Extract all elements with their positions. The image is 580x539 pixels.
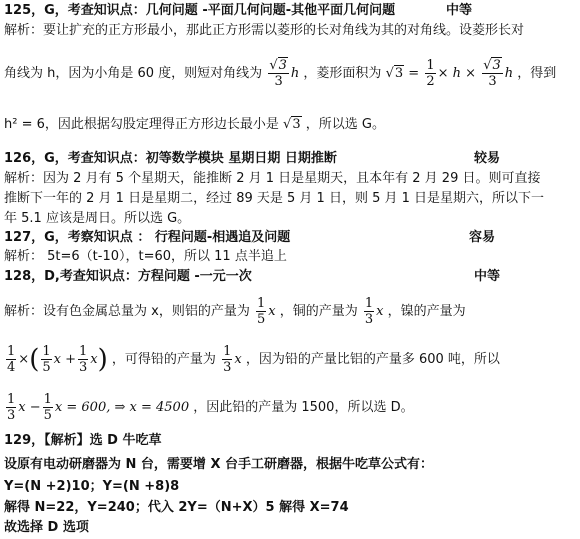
q125-area-formula: √3 =	[385, 66, 420, 81]
q128-copper-fraction: $\frac{1}{3}$	[364, 296, 374, 327]
q125-line-2: 角线为 h，因为小角是 60 度，则短对角线为 $\frac{√3}{3}$ h ，菱形面积为 √3 = $\frac{1}{2}$ × h × $\frac{√3}{3}$ h ，得到	[4, 58, 557, 89]
q125-header	[4, 2, 576, 20]
q128-line-1: 解析：设有色金属总量为 x，则铝的产量为 $\frac{1}{5}$ x ，铜的产量为 $\frac{1}{3}$ x ，镍的产量为	[4, 296, 466, 327]
q128-difficulty: 中等	[474, 269, 501, 284]
q129-line-4: 故选择 D 选项	[4, 520, 89, 535]
q125-difficulty: 中等	[446, 3, 473, 18]
q125-line-3: h² = 6，因此根据勾股定理得正方形边长最小是 √3 ，所以选 G。	[4, 117, 385, 132]
q126-difficulty: 较易	[474, 151, 501, 166]
q129-line-2: Y=(N +2)10；Y=(N +8)8	[4, 479, 180, 494]
q125-short-diagonal-formula: $\frac{√3}{3}$	[269, 58, 287, 89]
q128-aluminium-fraction: $\frac{1}{5}$	[256, 296, 266, 327]
q129-line-1: 设原有电动研磨器为 N 台，需要增 X 台手工研磨器，根据牛吃草公式有：	[4, 457, 434, 472]
q125-answer-formula: √3	[283, 117, 301, 132]
q128-lead-fraction: $\frac{1}{3}$	[223, 344, 232, 375]
q128-equation: $\frac{1}{3}$	[7, 392, 16, 423]
q127-difficulty: 容易	[469, 230, 496, 245]
q129-line-3: 解得 N=22，Y=240；代入 2Y=（N+X）5 解得 X=74	[4, 500, 349, 515]
q128-header	[4, 268, 576, 286]
q128-header-text: 128，D,考查知识点：方程问题 -一元一次	[4, 269, 252, 284]
q126-header-text: 126，G，考查知识点：初等数学模块 星期日期 日期推断	[4, 151, 337, 166]
q129-header: 129，【解析】选 D 牛吃草	[4, 433, 162, 448]
q128-line-2: $\frac{1}{4}$ ×( $\frac{1}{5}$ x + $\frac{1}{3}$ x) ，可得铅的产量为 $\frac{1}{3}$ x ，因为铅的产量比铝的产量多 600 吨，所以	[7, 344, 500, 375]
q126-header	[4, 150, 576, 168]
q125-header-text: 125，G，考查知识点：几何问题 -平面几何问题-其他平面几何问题	[4, 3, 396, 18]
q128-lead-expression: $\frac{1}{4}$	[7, 344, 16, 375]
q126-line-3: 年 5.1 应该是周日。所以选 G。	[4, 211, 191, 226]
q127-header	[4, 229, 576, 247]
q127-line-1: 解析： 5t=6（t-10），t=60，所以 11 点半追上	[4, 249, 287, 264]
q125-line-1: 解析：要让扩充的正方形最小，那此正方形需以菱形的长对角线为其的对角线。设菱形长对	[4, 23, 525, 38]
q127-header-text: 127，G，考察知识点 ： 行程问题-相遇追及问题	[4, 230, 291, 245]
q126-line-1: 解析：因为 2 月有 5 个星期天，能推断 2 月 1 日是星期天，且本年有 2 月 29 日。则可直接	[4, 171, 541, 186]
q128-line-3: $\frac{1}{3}$ x − $\frac{1}{5}$ x = 600, ⇒ x = 4500 ，因此铅的产量为 1500，所以选 D。	[7, 392, 414, 423]
q126-line-2: 推断下一年的 2 月 1 日是星期二，经过 89 天是 5 月 1 日，则 5 月 1 日是星期六，所以下一	[4, 191, 545, 206]
